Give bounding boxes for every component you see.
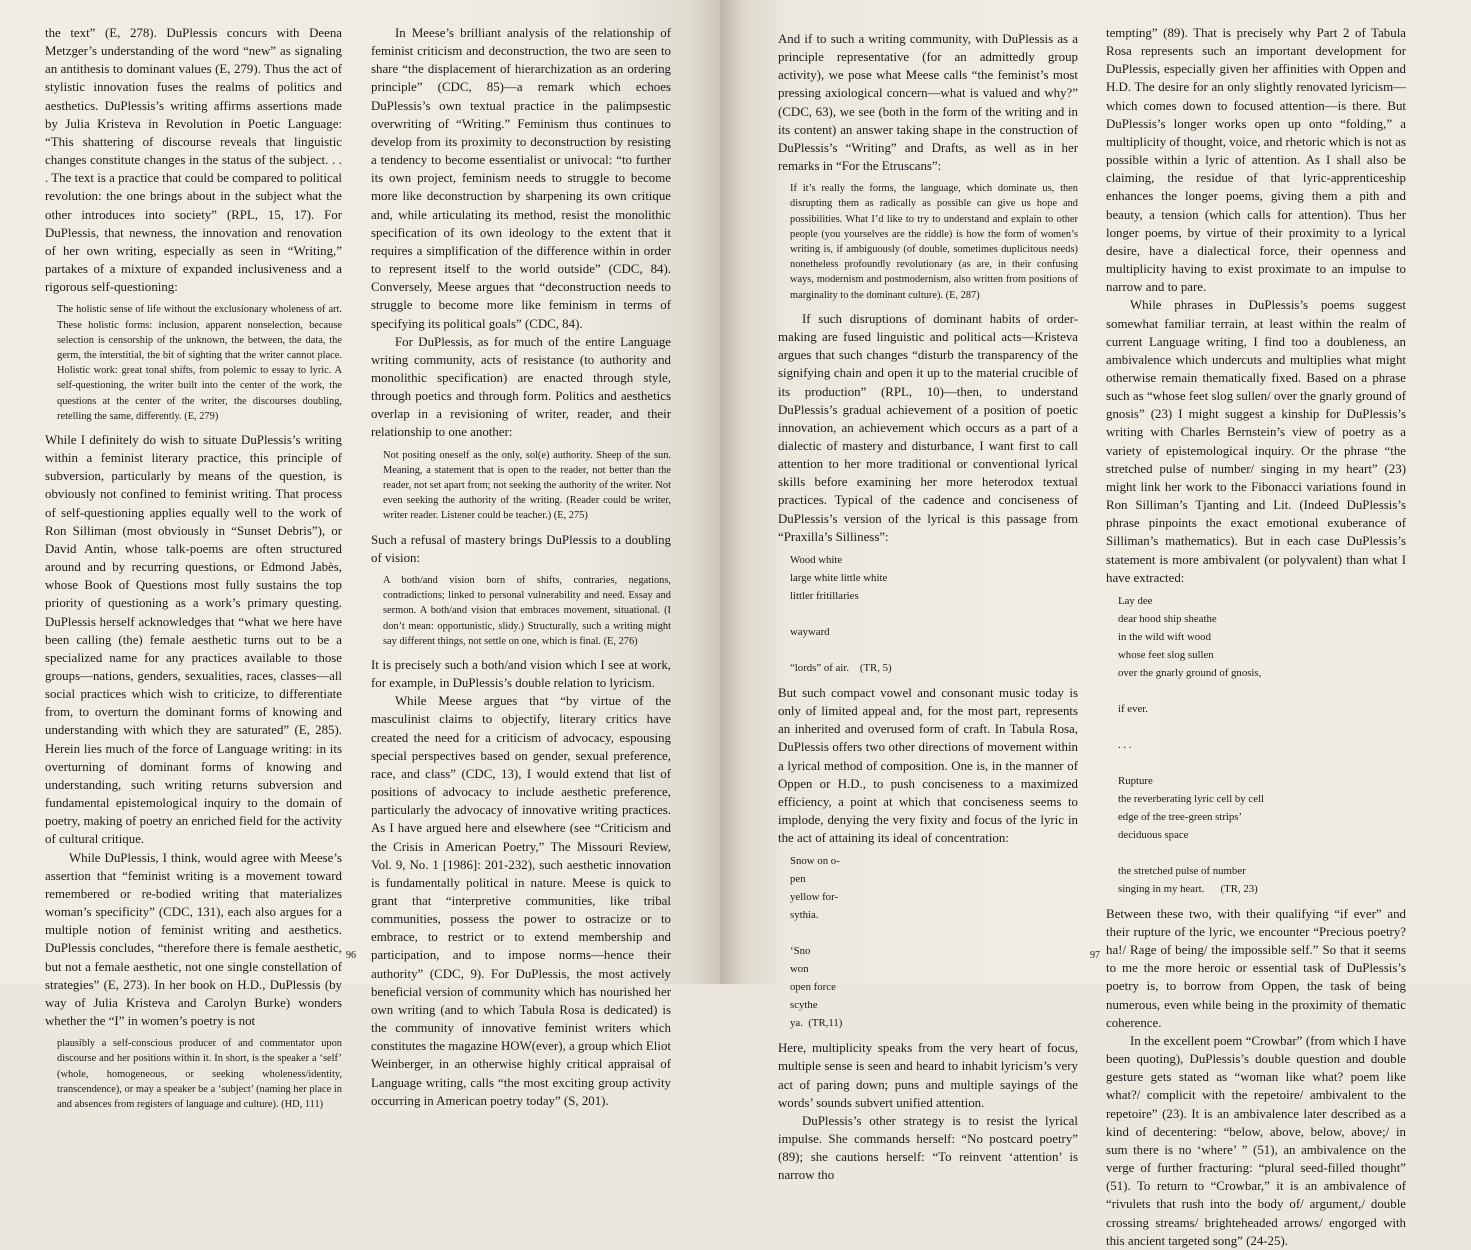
poem-line: won bbox=[790, 963, 809, 976]
right-page bbox=[720, 0, 1471, 1248]
left-column-2 bbox=[371, 24, 671, 1110]
body-paragraph: While Meese argues that “by virtue of the masculinist claims to objectify, literary critics have created the need for a criticism of advocacy, espousing special perspectives based on gender, sexual preference, race, and class” (CDC, 13), I would extend that list of positions of advocacy to include aesthetic preference, particularly the advocacy of innovative writing practices. As I have argued here and elsewhere (see “Criticism and the Crisis in American Poetry,” The Missouri Review, Vol. 9, No. 1 [1986]: 201-232), such aesthetic innovation is fundamentally political in nature. Meese is quick to grant that “interpretive communities, like tribal communities, possess the power to ostracize or to embrace, to restrict or to extend membership and participation, and to impose norms—hence their authority” (CDC, 9). For DuPlessis, the most actively beneficial version of community which has nourished her own writing (and to which Tabula Rosa is dedicated) is the community of innovative feminist writers which constitutes the magazine HOW(ever), a group which Eliot Weinberger, in an otherwise highly critical appraisal of Language writing, calls “the most exciting group activity occurring in American poetry today” (S, 201). bbox=[371, 694, 671, 1108]
poem-excerpt bbox=[790, 852, 1078, 1032]
poem-line: deciduous space bbox=[1118, 828, 1189, 841]
body-paragraph: Such a refusal of mastery brings DuPlessis to a doubling of vision: bbox=[371, 532, 671, 565]
poem-line: Rupture bbox=[1118, 774, 1153, 787]
poem-line: ‘Sno bbox=[790, 945, 811, 958]
poem-line: whose feet slog sullen bbox=[1118, 648, 1214, 661]
page-number-right: 97 bbox=[1090, 950, 1100, 961]
poem-line: sythia. bbox=[790, 909, 819, 922]
block-quote: plausibly a self-conscious producer of and commentator upon discourse and her positions within it. In short, is the speaker a ‘self’ (whole, homogeneous, or seeking wholeness/identity, transcendence), or may a speaker be a ‘subject’ (naming her place in and absences from registers of language and culture). (HD, 111) bbox=[57, 1038, 342, 1110]
poem-line: wayward bbox=[790, 625, 830, 638]
poem-line: if ever. bbox=[1118, 702, 1148, 715]
body-paragraph: Between these two, with their qualifying “if ever” and their rupture of the lyric, we encounter “Precious poetry? ha!/ Rage of being/ the impossible self.” So that it seems to me the more heroic or essential task of DuPlessis’s poetry is, to borrow from Oppen, the task of being numerous, even while being in the proximity of thematic coherence. bbox=[1106, 906, 1406, 1030]
block-quote: Not positing oneself as the only, sol(e) authority. Sheep of the sun. Meaning, a statement that is open to the reader, not better than the reader, not set apart from; not seeking the authority of the writer. Not even seeking the authority of the writing. (Reader could be writer, writer reader. Listener could be teacher.) (E, 275) bbox=[383, 449, 671, 522]
poem-line: Lay dee bbox=[1118, 594, 1153, 607]
body-paragraph: In the excellent poem “Crowbar” (from which I have been quoting), DuPlessis’s double question and double gesture gets stated as “woman like what? poem like what?/ complicit with the repetoire/ ambivalent to the repetoire” (23). It is an ambivalence later described as a kind of decentering: “below, above, below, above;/ in sum there is no ‘where’ ” (51), an ambivalence on the verge of further fracturing: “plural seed-filled thought” (51). To return to “Crowbar,” it is an ambivalence of “rivulets that rush into the body of/ argument,/ double crossing streams/ brighteheaded arrows/ engorged with this ancient targeted song” (24-25). bbox=[1106, 1033, 1406, 1248]
body-paragraph: If such disruptions of dominant habits of order-making are fused linguistic and political acts—Kristeva argues that such changes “disturb the transparency of the signifying chain and open it up to the material crucible of its production” (RPL, 10)—then, to understand DuPlessis’s gradual achievement of a position of poetic innovation, an achievement which occurs as a part of a dialectic of mastery and disturbance, I want first to call attention to her more traditional or conventional lyrical skills before examining her more heterodox textual practices. Typical of the cadence and conciseness of DuPlessis’s version of the lyrical is this passage from “Praxilla’s Silliness”: bbox=[778, 311, 1078, 544]
body-paragraph: While phrases in DuPlessis’s poems suggest somewhat familiar terrain, at least within the realm of current Language writing, I find too a doubleness, an ambivalence which undercuts and multiplies what might otherwise remain thematically fixed. Based on a phrase such as “whose feet slog sullen/ over the gnarly ground of gnosis” (23) I might suggest a kinship for DuPlessis’s writing with Charles Bernstein’s view of poetry as a variety of epistemological inquiry. Or the phrase “the stretched pulse of number/ singing in my heart” (23) might link her work to the Fibonacci variations found in Ron Silliman’s Tjanting and Lit. (Indeed DuPlessis’s phrase pinpoints the exact emotional exuberance of Silliman’s mathematics). But in each case DuPlessis’s statement is more ambivalent (or polyvalent) than what I have extracted: bbox=[1106, 298, 1406, 585]
body-paragraph: And if to such a writing community, with DuPlessis as a principle representative (for an admittedly group activity), we pose what Meese calls “the feminist’s most pressing axiological concern—what is valued and why?” (CDC, 63), we see (both in the form of the writing and in its content) an answer taking shape in the construction of DuPlessis’s “Writing” and Drafts, as well as in her remarks in “For the Etruscans”: bbox=[778, 32, 1078, 174]
poem-line: littler fritillaries bbox=[790, 589, 859, 602]
body-paragraph: In Meese’s brilliant analysis of the relationship of feminist criticism and deconstruction, the two are seen to share “the displacement of hierarchization as an ordering principle” (CDC, 85)—a remark which echoes DuPlessis’s own textual practice in the palimpsestic overwriting of “Writing.” Feminism thus continues to develop from its proximity to deconstruction by resisting a tendency to become essentialist or univocal: “to further its own project, feminism needs to struggle to become more like deconstruction by sharpening its own critique and, while articulating its method, resist the monolithic specification of its own ideology to the extent that it requires a simplification of the difference within in order to represent itself to the world outside” (CDC, 84). Conversely, Meese argues that “deconstruction needs to struggle to become more like feminism in terms of specifying its political goals” (CDC, 84). bbox=[371, 26, 671, 331]
body-paragraph: While DuPlessis, I think, would agree with Meese’s assertion that “feminist writing is a movement toward remembered or re-bodied writing that materializes woman’s specificity” (CDC, 131), each also argues for a multiple notion of feminist writing and aesthetics. DuPlessis concludes, “therefore there is female aesthetic, but not a female aesthetic, not one single constellation of strategies” (E, 273). In her book on H.D., DuPlessis (by way of Julia Kristeva and Carolyn Burke) wonders whether the “I” in women’s poetry is not bbox=[45, 850, 342, 1028]
poem-line bbox=[1118, 718, 1406, 736]
poem-line bbox=[790, 641, 1078, 659]
poem-line bbox=[790, 924, 1078, 942]
poem-line: yellow for- bbox=[790, 891, 839, 904]
poem-line: the reverberating lyric cell by cell bbox=[1118, 792, 1264, 805]
block-quote: If it’s really the forms, the language, which dominate us, then disrupting them as radically as possible can give us hope and possibilities. What I’d like to try to understand and explain to other people (you yourselves are the riddle) is how the form of women’s writing is, if ambiguously (of double, sometimes duplicitous needs) nonetheless profoundly revolutionary (as are, in their confusing ways, modernism and postmodernism, also written from positions of marginality to the dominant culture). (E, 287) bbox=[790, 183, 1078, 301]
poem-line: scythe bbox=[790, 999, 818, 1012]
body-paragraph: DuPlessis’s other strategy is to resist the lyrical impulse. She commands herself: “No postcard poetry” (89); she cautions herself: “To reinvent ‘attention’ is narrow tho bbox=[778, 1113, 1078, 1183]
body-paragraph: For DuPlessis, as for much of the entire Language writing community, acts of resistance (to authority and monolithic specification) are enacted through style, through poetics and through form. Politics and aesthetics overlap in a revisioning of writer, reader, and their relationship to one another: bbox=[371, 334, 671, 440]
body-paragraph: But such compact vowel and consonant music today is only of limited appeal and, for the most part, represents an inherited and overused form of craft. In Tabula Rosa, DuPlessis offers two other directions of movement within a lyrical method of composition. One is, in the manner of Oppen or H.D., to push conciseness to a maximized efficiency, a point at which that conciseness seems to implode, denying the very fixity and focus of the lyric in the act of attaining its ideal of concentration: bbox=[778, 685, 1078, 846]
poem-line bbox=[1118, 844, 1406, 862]
poem-line: “lords” of air. (TR, 5) bbox=[790, 661, 892, 674]
body-paragraph: While I definitely do wish to situate DuPlessis’s writing within a feminist literary practice, this principle of subversion, particularly by means of the question, is obviously not confined to feminist writing. That process of self-questioning applies equally well to the work of Ron Silliman (most obviously in “Sunset Debris”), or David Antin, whose talk-poems are often structured around and by recurring questions, or Edmond Jabès, whose Book of Questions most fully sustains the top priority of questioning as a work’s primary questing. DuPlessis herself acknowledges that “what we here have been calling (the) female aesthetic turns out to be a specialized name for any practices available to those groups—nations, genders, sexualities, races, classes—all social practices which wish to criticize, to differentiate from, to overturn the dominant forms of knowing and understanding with which they are saturated” (E, 285). Herein lies much of the force of Language writing: in its overturning of dominant forms of knowing and understanding, such writing returns subversion and fundamental epistemological inquiry to the domain of poetry, making of poetry an enriched field for the activity of cultural critique. bbox=[45, 432, 342, 847]
poem-line: ya. (TR,11) bbox=[790, 1017, 843, 1030]
left-column-1 bbox=[45, 24, 342, 1119]
right-column-1 bbox=[778, 30, 1078, 1185]
poem-line: pen bbox=[790, 873, 806, 886]
poem-line bbox=[790, 605, 1078, 623]
page-number-left: 96 bbox=[346, 950, 356, 961]
poem-line: edge of the tree-green strips’ bbox=[1118, 810, 1243, 823]
poem-line: singing in my heart. (TR, 23) bbox=[1118, 882, 1258, 895]
poem-line: over the gnarly ground of gnosis, bbox=[1118, 666, 1262, 679]
left-page bbox=[0, 0, 720, 1110]
poem-line: Wood white bbox=[790, 553, 843, 566]
body-paragraph: tempting” (89). That is precisely why Part 2 of Tabula Rosa represents such an important development for DuPlessis, especially given her affinities with Oppen and H.D. The desire for an only slightly renovated lyricism—which comes down to focused attention—is there. But DuPlessis’s longer works open up onto “folding,” a multiplicity of thought, voice, and rhetoric which is not as possible within a lyric of attention. As I shall also be claiming, the residue of that lyric-apprenticeship enhances the longer poems, giving them a pith and beauty, a tension (which calls for attention). Thus her longer poems, by virtue of their proximity to a lyrical desire, have a dialectical force, their openness and multiplicity having to exist proximate to an impulse to narrow and to pare. bbox=[1106, 26, 1406, 295]
poem-line: in the wild wift wood bbox=[1118, 630, 1211, 643]
poem-line bbox=[1118, 754, 1406, 772]
block-quote: The holistic sense of life without the exclusionary wholeness of art. These holistic forms: inclusion, apparent nonselection, because selection is censorship of the unknown, the between, the data, the germ, the interstitial, the bit of sighting that the writer cannot place. Holistic work: great tonal shifts, from polemic to essay to lyric. A self-questioning, the writer built into the center of the work, the questions at the center of the writer, the discourses doubling, retelling the same, differently. (E, 279) bbox=[57, 304, 342, 422]
body-paragraph: Here, multiplicity speaks from the very heart of focus, multiple sense is seen and heard to inhabit lyricism’s very act of paring down; puns and multiple sayings of the words’ sounds subvert unified attention. bbox=[778, 1041, 1078, 1110]
body-paragraph: It is precisely such a both/and vision which I see at work, for example, in DuPlessis’s double relation to lyricism. bbox=[371, 657, 671, 691]
block-quote: A both/and vision born of shifts, contraries, negations, contradictions; linked to personal vulnerability and need. Essay and sermon. A both/and vision that embraces movement, situational. (I don’t mean: opportunistic, slidy.) Structurally, such a writing might say different things, not settle on one, which is final. (E, 276) bbox=[383, 574, 671, 647]
poem-line: Snow on o- bbox=[790, 855, 840, 868]
right-column-2 bbox=[1106, 24, 1406, 1250]
poem-line: dear hood ship sheathe bbox=[1118, 612, 1217, 625]
poem-line: the stretched pulse of number bbox=[1118, 864, 1246, 877]
poem-line: . . . bbox=[1118, 738, 1132, 751]
poem-excerpt bbox=[1118, 592, 1406, 898]
poem-excerpt bbox=[790, 551, 1078, 677]
body-paragraph: the text” (E, 278). DuPlessis concurs with Deena Metzger’s understanding of the word “new” as signaling an antithesis to dominant values (E, 279). Thus the act of stylistic innovation fuses the realms of politics and aesthetics. DuPlessis’s writing affirms assertions made by Julia Kristeva in Revolution in Poetic Language: “This shattering of discourse reveals that linguistic changes constitute changes in the status of the subject. . . . The text is a practice that could be compared to political revolution: the one brings about in the subject what the other introduces into society” (RPL, 15, 17). For DuPlessis, that newness, the innovation and renovation of her own writing, especially as seen in “Writing,” partakes of a mixture of expanded inclusiveness and a rigorous self-questioning: bbox=[45, 26, 342, 295]
poem-line: large white little white bbox=[790, 571, 888, 584]
poem-line bbox=[1118, 682, 1406, 700]
poem-line: open force bbox=[790, 981, 836, 994]
